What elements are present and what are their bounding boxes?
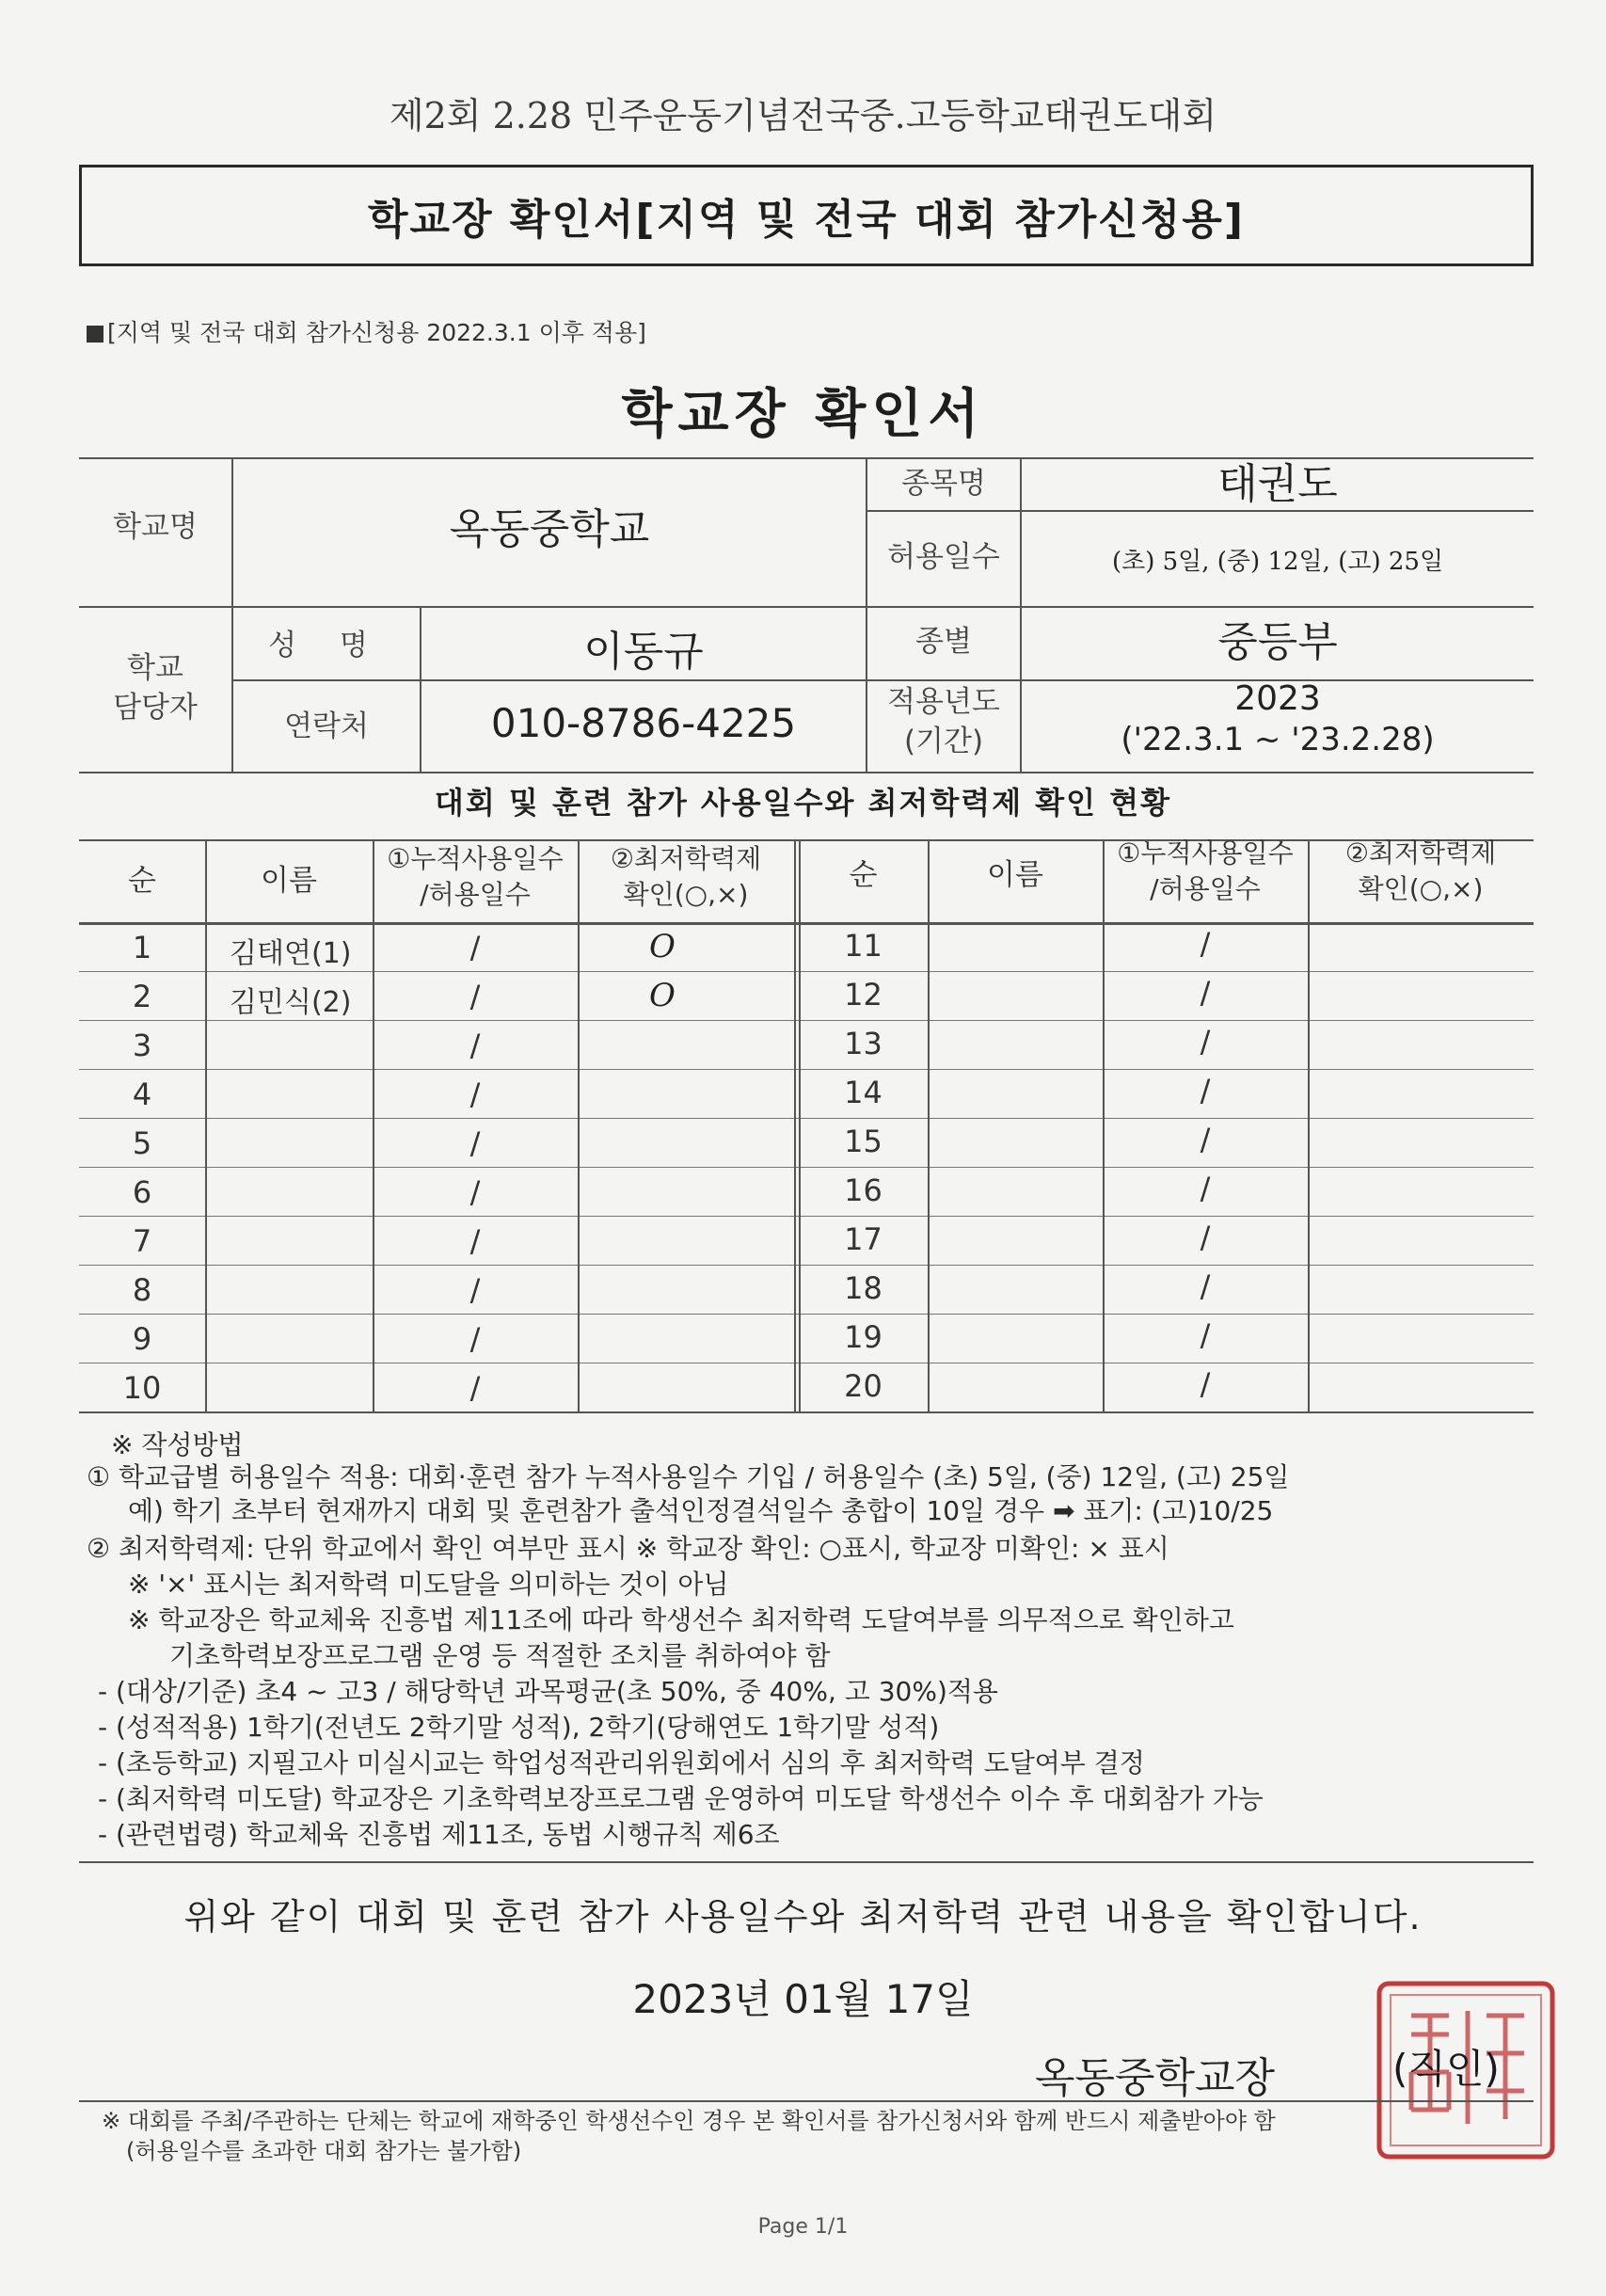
event-title: 제2회 2.28 민주운동기념전국중.고등학교태권도대회 bbox=[389, 95, 1217, 136]
row-days-slash: / bbox=[1200, 926, 1211, 962]
sport-label: 종목명 bbox=[901, 467, 986, 501]
allowed-days-label: 허용일수 bbox=[887, 540, 1000, 574]
header-days-line1: ①누적사용일수 bbox=[387, 843, 564, 874]
note-line-11: - (관련법령) 학교체육 진흥법 제11조, 동법 시행규칙 제6조 bbox=[98, 1819, 780, 1850]
row-name: 김태연(1) bbox=[230, 937, 352, 970]
applied-note-text: [지역 및 전국 대회 참가신청용 2022.3.1 이후 적용] bbox=[107, 319, 646, 346]
category-label: 종별 bbox=[915, 625, 972, 659]
contact-value: 010-8786-4225 bbox=[490, 700, 797, 746]
year-label-line1: 적용년도 bbox=[887, 685, 1000, 719]
header-check-right-line1: ②최저학력제 bbox=[1344, 837, 1497, 869]
row-days-slash: / bbox=[1200, 1171, 1211, 1206]
note-line-10: - (최저학력 미도달) 학교장은 기초학력보장프로그램 운영하여 미도달 학생선수 이수 후 대회참가 가능 bbox=[98, 1783, 1264, 1814]
contact-label: 연락처 bbox=[284, 710, 369, 743]
row-number: 19 bbox=[844, 1319, 883, 1355]
row-days-slash: / bbox=[1200, 1220, 1211, 1255]
row-number: 9 bbox=[132, 1321, 152, 1357]
header-days-right-line2: /허용일수 bbox=[1150, 872, 1261, 904]
year-label bbox=[867, 683, 1020, 762]
row-days-slash: / bbox=[1200, 975, 1211, 1011]
row-number: 2 bbox=[132, 979, 152, 1014]
form-title-box: 학교장 확인서[지역 및 전국 대회 참가신청용] bbox=[79, 165, 1534, 266]
manager-label-line2: 담당자 bbox=[113, 690, 198, 725]
row-number: 6 bbox=[132, 1174, 152, 1210]
row-days-slash: / bbox=[469, 1076, 481, 1112]
manager-label-line1: 학교 bbox=[127, 651, 183, 685]
row-days-slash: / bbox=[1200, 1073, 1211, 1108]
row-name: 김민식(2) bbox=[230, 986, 352, 1019]
row-check-mark: O bbox=[649, 928, 676, 965]
row-days-slash: / bbox=[469, 979, 481, 1014]
row-number: 12 bbox=[844, 977, 883, 1012]
row-days-slash: / bbox=[469, 1028, 481, 1063]
period-value: ('22.3.1 ~ '23.2.28) bbox=[1121, 721, 1435, 758]
header-check-line1: ②최저학력제 bbox=[610, 843, 762, 874]
note-line-6: 기초학력보장프로그램 운영 등 적절한 조치를 취하여야 함 bbox=[169, 1640, 831, 1671]
row-number: 17 bbox=[844, 1221, 883, 1257]
note-line-1: ① 학교급별 허용일수 적용: 대회·훈련 참가 누적사용일수 기입 / 허용일수 (초) 5일, (중) 12일, (고) 25일 bbox=[87, 1461, 1290, 1492]
table-row-line bbox=[79, 971, 1534, 972]
row-days-slash: / bbox=[469, 1370, 481, 1406]
row-number: 8 bbox=[132, 1272, 152, 1308]
row-days-slash: / bbox=[469, 930, 481, 965]
row-days-slash: / bbox=[469, 1272, 481, 1308]
table-row-line bbox=[79, 1265, 1534, 1266]
note-line-5: ※ 학교장은 학교체육 진흥법 제11조에 따라 학생선수 최저학력 도달여부를 의무적으로 확인하고 bbox=[128, 1604, 1234, 1635]
sport-value: 태권도 bbox=[1217, 460, 1338, 508]
row-check-mark: O bbox=[649, 977, 676, 1014]
table-row-line bbox=[79, 1167, 1534, 1168]
row-number: 20 bbox=[844, 1368, 883, 1404]
note-line-3: ② 최저학력제: 단위 학교에서 확인 여부만 표시 ※ 학교장 확인: ○표시, 학교장 미확인: × 표시 bbox=[87, 1533, 1169, 1564]
row-number: 15 bbox=[844, 1124, 883, 1159]
row-number: 16 bbox=[844, 1172, 883, 1208]
confirmation-date: 2023년 01월 17일 bbox=[632, 1976, 974, 2022]
seal-label: (직인) bbox=[1392, 2046, 1500, 2092]
row-number: 11 bbox=[844, 928, 883, 964]
confirmation-statement: 위와 같이 대회 및 훈련 참가 사용일수와 최저학력 관련 내용을 확인합니다. bbox=[183, 1896, 1423, 1937]
col-divider-left bbox=[794, 839, 796, 1411]
status-table-bottom-line bbox=[79, 1411, 1534, 1413]
header-no: 순 bbox=[128, 864, 156, 898]
row-days-slash: / bbox=[1200, 1366, 1211, 1402]
document-title: 학교장 확인서 bbox=[621, 384, 985, 445]
header-days bbox=[373, 841, 578, 913]
header-check-line2: 확인(○,×) bbox=[623, 878, 749, 910]
name-label: 성 명 bbox=[268, 629, 385, 662]
note-line-8: - (성적적용) 1학기(전년도 2학기말 성적), 2학기(당해연도 1학기말 성적) bbox=[98, 1712, 940, 1743]
row-days-slash: / bbox=[469, 1125, 481, 1161]
row-number: 18 bbox=[844, 1270, 883, 1306]
table-row-line bbox=[79, 1314, 1534, 1315]
footer-line bbox=[79, 2100, 1534, 2102]
applied-note bbox=[87, 314, 646, 348]
row-number: 1 bbox=[132, 930, 152, 965]
year-value: 2023 bbox=[1234, 679, 1321, 718]
info-table-bottom-line bbox=[79, 772, 1534, 773]
row-number: 14 bbox=[844, 1075, 883, 1110]
square-bullet-icon bbox=[87, 326, 103, 343]
allowed-days-value: (초) 5일, (중) 12일, (고) 25일 bbox=[1111, 548, 1444, 576]
row-number: 4 bbox=[132, 1076, 152, 1112]
row-number: 10 bbox=[122, 1370, 162, 1406]
col-divider bbox=[1308, 839, 1310, 1411]
header-no-right: 순 bbox=[849, 858, 878, 892]
header-days-line2: /허용일수 bbox=[420, 878, 531, 910]
header-name-right: 이름 bbox=[987, 858, 1043, 892]
row-days-slash: / bbox=[1200, 1317, 1211, 1353]
status-table-heading: 대회 및 훈련 참가 사용일수와 최저학력제 확인 현황 bbox=[434, 785, 1172, 821]
year-label-line2: (기간) bbox=[903, 724, 984, 758]
status-table-header-line bbox=[79, 922, 1534, 925]
col-divider bbox=[928, 839, 930, 1411]
header-check-right-line2: 확인(○,×) bbox=[1358, 872, 1484, 904]
row-days-slash: / bbox=[1200, 1024, 1211, 1060]
row-number: 3 bbox=[132, 1028, 152, 1063]
table-row-line bbox=[79, 1118, 1534, 1119]
col-divider bbox=[578, 839, 580, 1411]
footer-note-line1: ※ 대회를 주최/주관하는 단체는 학교에 재학중인 학생선수인 경우 본 확인서를 참가신청서와 함께 반드시 제출받아야 함 bbox=[102, 2108, 1276, 2134]
row-days-slash: / bbox=[1200, 1268, 1211, 1304]
note-line-4: ※ '×' 표시는 최저학력 미도달을 의미하는 것이 아님 bbox=[128, 1569, 729, 1600]
col-divider bbox=[205, 839, 207, 1411]
row-days-slash: / bbox=[1200, 1122, 1211, 1157]
school-name: 옥동중학교 bbox=[449, 505, 650, 553]
row-number: 5 bbox=[132, 1125, 152, 1161]
manager-label bbox=[79, 649, 231, 728]
header-check bbox=[578, 841, 794, 913]
notes-bottom-line bbox=[79, 1861, 1534, 1863]
table-row-line bbox=[79, 1216, 1534, 1217]
note-line-2: 예) 학기 초부터 현재까지 대회 및 훈련참가 출석인정결석일수 총합이 10일 경우 ➡ 표기: (고)10/25 bbox=[128, 1495, 1274, 1526]
school-label: 학교명 bbox=[113, 510, 198, 544]
header-name: 이름 bbox=[261, 864, 317, 898]
manager-name: 이동규 bbox=[583, 628, 704, 676]
page-number: Page 1/1 bbox=[757, 2215, 849, 2239]
footer-note-line2: (허용일수를 초과한 대회 참가는 불가함) bbox=[126, 2138, 522, 2165]
row-number: 7 bbox=[132, 1223, 152, 1259]
footer-note bbox=[102, 2106, 1276, 2167]
row-number: 13 bbox=[844, 1026, 883, 1061]
note-line-9: - (초등학교) 지필고사 미실시교는 학업성적관리위원회에서 심의 후 최저학력 도달여부 결정 bbox=[98, 1747, 1145, 1778]
table-row-line bbox=[79, 1020, 1534, 1021]
principal-title: 옥동중학교장 bbox=[1035, 2054, 1276, 2102]
header-check-right bbox=[1308, 836, 1534, 907]
row-days-slash: / bbox=[469, 1321, 481, 1357]
header-days-right bbox=[1103, 836, 1308, 907]
row-days-slash: / bbox=[469, 1223, 481, 1259]
table-row-line bbox=[79, 1069, 1534, 1070]
notes-title: ※ 작성방법 bbox=[111, 1429, 244, 1460]
category-value: 중등부 bbox=[1217, 618, 1338, 666]
row-days-slash: / bbox=[469, 1174, 481, 1210]
note-line-7: - (대상/기준) 초4 ~ 고3 / 해당학년 과목평균(초 50%, 중 40%, 고 30%)적용 bbox=[98, 1676, 998, 1707]
header-days-right-line1: ①누적사용일수 bbox=[1117, 837, 1294, 869]
info-table-line bbox=[866, 510, 1534, 512]
